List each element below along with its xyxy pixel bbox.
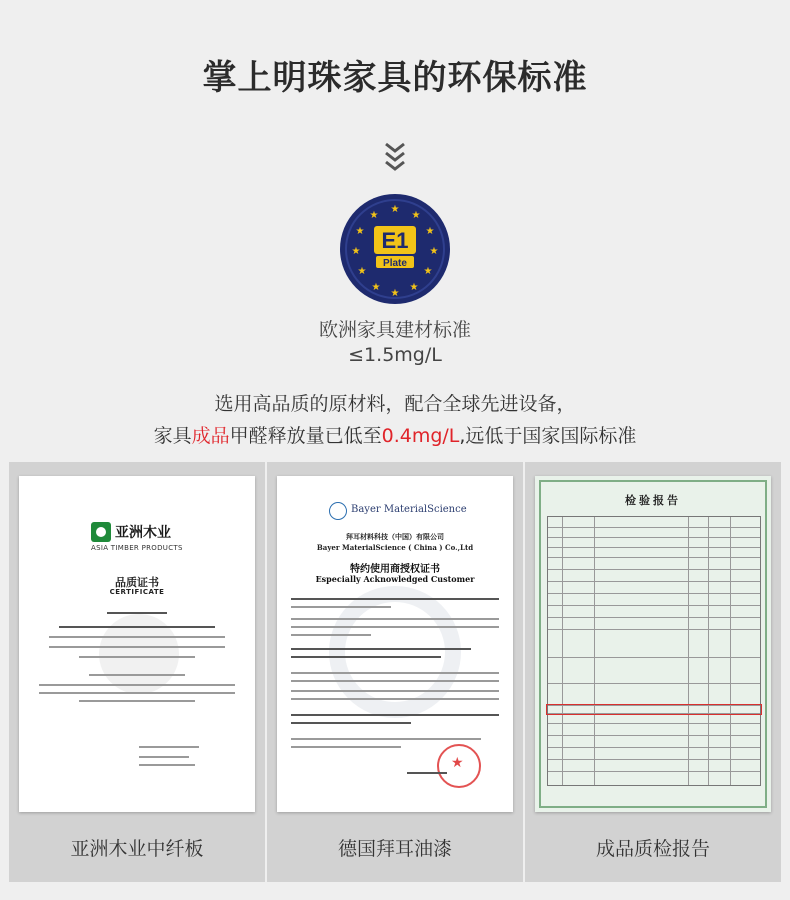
panel-caption: 成品质检报告 xyxy=(595,838,710,860)
chevron-down-icon xyxy=(383,140,407,174)
table-row-line xyxy=(548,581,760,582)
doc-title-cn: 特约使用商授权证书 xyxy=(350,564,440,575)
doc-text-line xyxy=(291,714,499,716)
intro-line2-b: 甲醛释放量已低至 xyxy=(229,425,382,447)
panel-caption: 德国拜耳油漆 xyxy=(337,838,452,860)
signature-line xyxy=(407,772,447,774)
doc-company-en: Bayer MaterialScience ( China ) Co.,Ltd xyxy=(316,543,474,552)
e1-badge-icon xyxy=(338,192,452,306)
table-row-line xyxy=(548,629,760,630)
svg-text:★: ★ xyxy=(423,266,433,277)
svg-text:★: ★ xyxy=(411,210,421,221)
doc-text-line xyxy=(49,646,225,648)
table-row-line xyxy=(548,735,760,736)
svg-text:★: ★ xyxy=(429,246,439,257)
doc-text-line xyxy=(139,756,189,758)
bayer-logo-icon xyxy=(329,502,347,520)
svg-text:★: ★ xyxy=(390,288,400,299)
doc-company-cn: 拜耳材料科技（中国）有限公司 xyxy=(346,533,444,541)
doc-text-line xyxy=(59,626,215,628)
table-row-line xyxy=(548,617,760,618)
table-row-line xyxy=(548,537,760,538)
doc-text-line xyxy=(291,656,441,658)
page-title: 掌上明珠家具的环保标准 xyxy=(202,58,588,98)
intro-line1: 选用高品质的原材料，配合全球先进设备， xyxy=(214,393,576,415)
table-row-line xyxy=(548,723,760,724)
doc-text-line xyxy=(89,674,185,676)
certificate-panel-asia-timber[interactable] xyxy=(9,462,265,882)
table-row-line xyxy=(548,569,760,570)
certificate-panels xyxy=(9,462,781,882)
intro-line2-c: ,远低于国家国际标准 xyxy=(459,425,637,447)
doc-brand-en: ASIA TIMBER PRODUCTS xyxy=(91,544,183,552)
doc-text-line xyxy=(107,612,167,614)
svg-text:★: ★ xyxy=(351,246,361,257)
doc-text-line xyxy=(291,680,499,682)
doc-text-line xyxy=(291,746,401,748)
svg-text:★: ★ xyxy=(357,266,367,277)
doc-text-line xyxy=(291,648,471,650)
svg-text:★: ★ xyxy=(369,210,379,221)
svg-text:★: ★ xyxy=(390,204,400,215)
doc-title-en: CERTIFICATE xyxy=(109,588,165,596)
doc-title-en: Especially Acknowledged Customer xyxy=(315,574,475,584)
intro-highlight-product: 成品 xyxy=(191,425,230,447)
doc-text-line xyxy=(291,618,499,620)
panel-caption: 亚洲木业中纤板 xyxy=(70,838,204,860)
e1-caption-line1: 欧洲家具建材标准 xyxy=(318,319,471,341)
svg-text:★: ★ xyxy=(425,226,435,237)
e1-caption-line2: ≤1.5mg/L xyxy=(348,344,442,366)
table-row-line xyxy=(548,759,760,760)
table-row-line xyxy=(548,527,760,528)
doc-text-line xyxy=(79,656,195,658)
certificate-document[interactable] xyxy=(535,476,771,812)
doc-brand: 亚洲木业 xyxy=(115,525,171,541)
table-row-line xyxy=(548,771,760,772)
table-row-line xyxy=(548,683,760,684)
badge-big-text: E1 xyxy=(381,228,409,253)
inspection-table xyxy=(547,516,761,786)
certificate-panel-inspection[interactable] xyxy=(525,462,781,882)
svg-text:★: ★ xyxy=(371,282,381,293)
asia-timber-logo xyxy=(91,522,211,556)
table-row-line xyxy=(548,557,760,558)
certificate-document[interactable] xyxy=(277,476,513,812)
svg-text:★: ★ xyxy=(355,226,365,237)
table-row-line xyxy=(548,747,760,748)
doc-text-line xyxy=(291,698,499,700)
doc-text-line xyxy=(291,672,499,674)
doc-text-line xyxy=(139,764,195,766)
intro-line2-a: 家具 xyxy=(153,425,192,447)
table-row-line xyxy=(548,547,760,548)
doc-text-line xyxy=(291,606,391,608)
doc-text-line xyxy=(291,722,411,724)
intro-highlight-value: 0.4mg/L xyxy=(381,425,460,447)
badge-small-text: Plate xyxy=(383,258,407,269)
table-row-line xyxy=(548,605,760,606)
intro-line2 xyxy=(0,420,790,452)
table-row-line xyxy=(548,657,760,658)
doc-text-line xyxy=(39,684,235,686)
svg-text:★: ★ xyxy=(409,282,419,293)
intro-text xyxy=(0,388,790,452)
table-row-line xyxy=(548,593,760,594)
doc-text-line xyxy=(291,738,481,740)
certificate-document[interactable] xyxy=(19,476,255,812)
doc-text-line xyxy=(79,700,195,702)
doc-brand: Bayer MaterialScience xyxy=(351,504,467,515)
doc-text-line xyxy=(291,634,371,636)
doc-text-line xyxy=(49,636,225,638)
doc-title: 检验报告 xyxy=(625,494,681,507)
certificate-panel-bayer[interactable] xyxy=(267,462,523,882)
doc-text-line xyxy=(39,692,235,694)
doc-text-line xyxy=(291,598,499,600)
doc-text-line xyxy=(139,746,199,748)
red-stamp-icon xyxy=(437,744,481,788)
asia-timber-logo-icon xyxy=(91,522,111,542)
doc-text-line xyxy=(291,626,499,628)
e1-caption xyxy=(0,318,790,368)
doc-text-line xyxy=(291,690,499,692)
formaldehyde-row-highlight xyxy=(546,704,762,715)
doc-title-cn: 品质证书 xyxy=(115,576,159,589)
